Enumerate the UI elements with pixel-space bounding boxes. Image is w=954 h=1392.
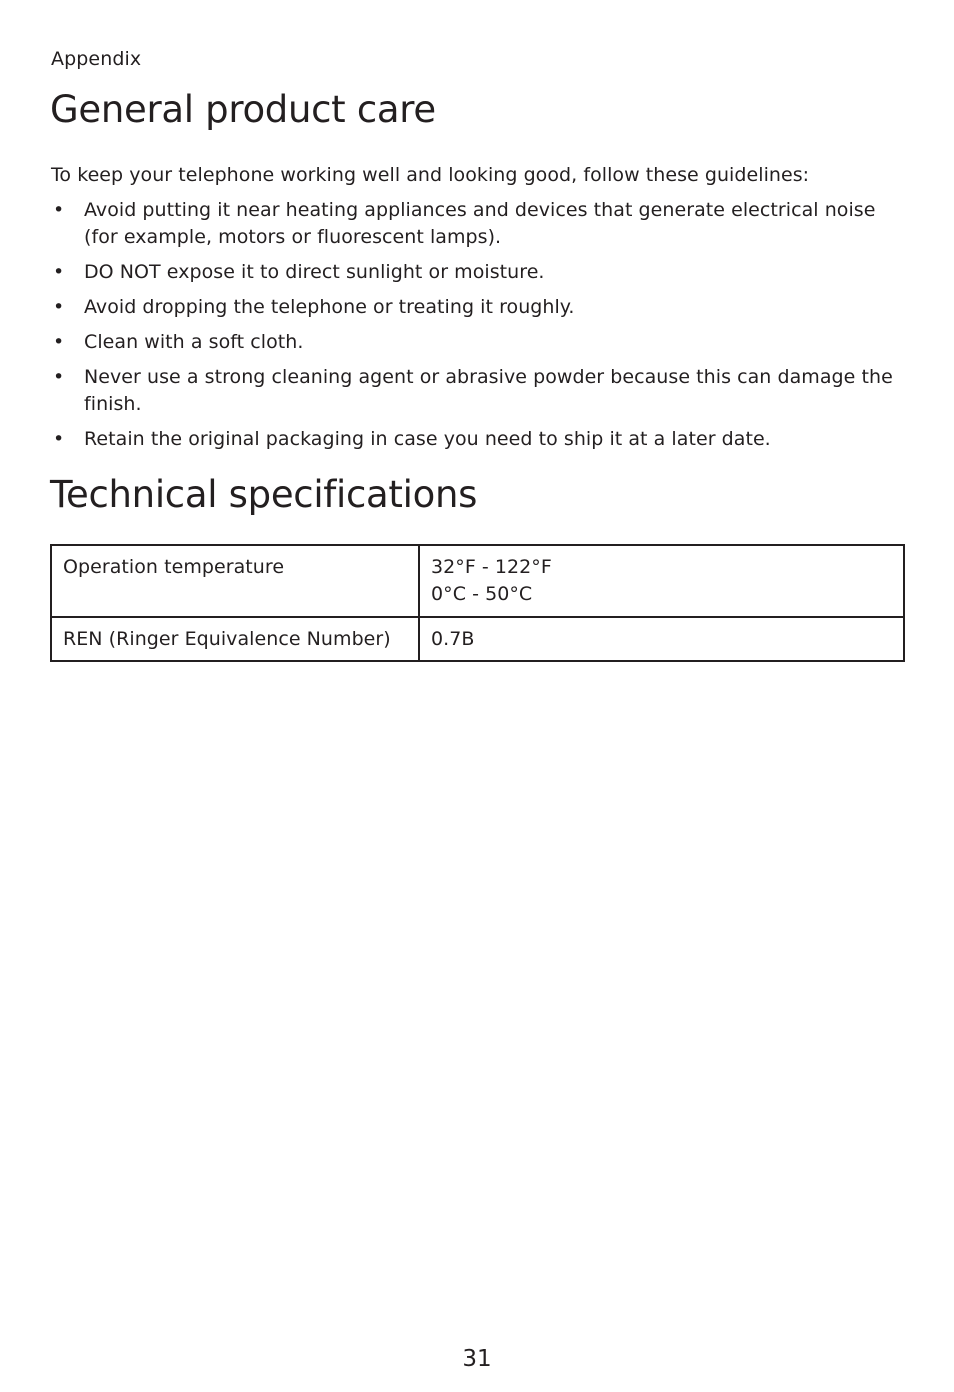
spec-value-line: 0°C - 50°C (431, 583, 533, 605)
care-intro: To keep your telephone working well and looking good, follow these guidelines: (51, 164, 810, 186)
bullet-icon: • (53, 199, 65, 221)
list-item (51, 329, 911, 356)
list-item (51, 426, 911, 453)
list-item (51, 197, 911, 251)
spec-value-line: 32°F - 122°F (431, 556, 552, 578)
list-item-text: Retain the original packaging in case you need to ship it at a later date. (84, 428, 771, 450)
list-item-text: DO NOT expose it to direct sunlight or moisture. (84, 261, 545, 283)
list-item (51, 294, 911, 321)
page-number: 31 (462, 1346, 492, 1372)
specs-heading: Technical specifications (50, 473, 478, 516)
spec-label: REN (Ringer Equivalence Number) (51, 617, 419, 661)
bullet-icon: • (53, 296, 65, 318)
bullet-icon: • (53, 366, 65, 388)
list-item-text: Avoid putting it near heating appliances and devices that generate electrical noise (for example, motors or fluorescent lamps). (84, 199, 876, 248)
list-item-text: Avoid dropping the telephone or treating it roughly. (84, 296, 575, 318)
section-label: Appendix (51, 48, 142, 70)
spec-value (419, 617, 904, 661)
list-item (51, 364, 911, 418)
specs-table (50, 544, 905, 662)
table-row (51, 617, 904, 661)
spec-label: Operation temperature (51, 545, 419, 617)
list-item-text: Clean with a soft cloth. (84, 331, 304, 353)
bullet-icon: • (53, 261, 65, 283)
care-guidelines-list (51, 197, 911, 461)
bullet-icon: • (53, 331, 65, 353)
table-row (51, 545, 904, 617)
list-item (51, 259, 911, 286)
spec-value (419, 545, 904, 617)
care-heading: General product care (50, 88, 436, 131)
bullet-icon: • (53, 428, 65, 450)
list-item-text: Never use a strong cleaning agent or abrasive powder because this can damage the finish. (84, 366, 893, 415)
spec-value-line: 0.7B (431, 628, 475, 650)
